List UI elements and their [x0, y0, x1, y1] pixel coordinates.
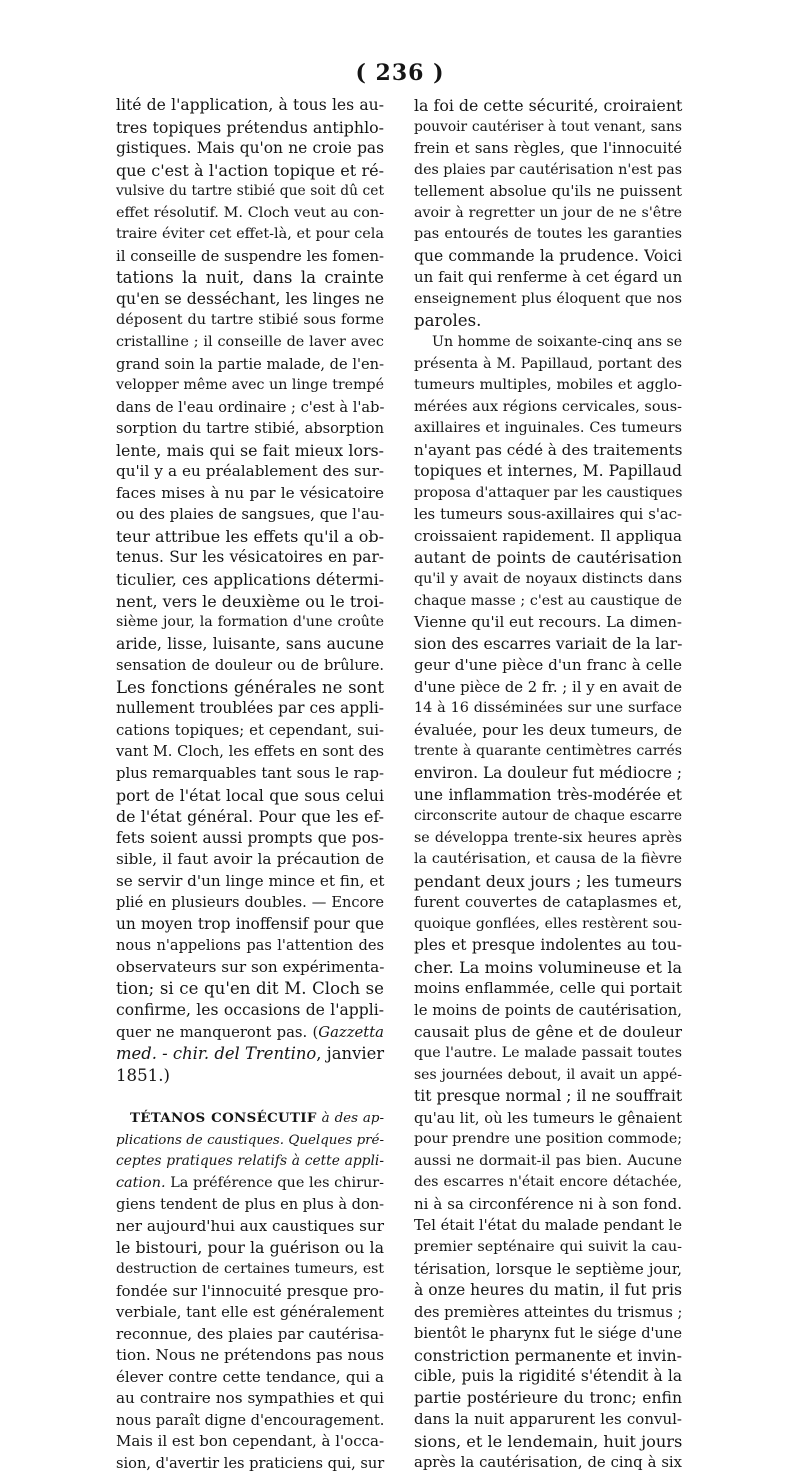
text-line: ou des plaies de sangsues, que l'au-	[116, 506, 385, 524]
text-line: ses journées debout, il avait un appé-	[414, 1066, 682, 1083]
text-line: le bistouri, pour la guérison ou la	[116, 1238, 384, 1258]
text-line: Les fonctions générales ne sont	[116, 677, 384, 697]
text-line: giens tendent de plus en plus à don-	[116, 1196, 385, 1214]
text-line: une inflammation très-modérée et	[414, 785, 682, 804]
text-line: autant de points de cautérisation	[414, 548, 682, 568]
text-line: paroles.	[414, 311, 482, 331]
text-line: Mais il est bon cependant, à l'occa-	[116, 1432, 385, 1451]
text-line: lité de l'application, à tous les au-	[116, 96, 384, 114]
text-line: proposa d'attaquer par les caustiques	[414, 484, 683, 501]
text-line: qu'il y avait de noyaux distincts dans	[414, 571, 682, 588]
text-line: sième jour, la formation d'une croûte	[116, 614, 384, 631]
text-line: un moyen trop inoffensif pour que	[116, 914, 384, 933]
text-line: sensation de douleur ou de brûlure.	[116, 657, 384, 675]
text-line: cible, puis la rigidité s'étendit à la	[414, 1367, 682, 1386]
paragraph-tetanos	[116, 1194, 384, 1474]
text-line: des escarres n'était encore détachée,	[414, 1174, 682, 1191]
text-line: qu'il y a eu préalablement des sur-	[116, 462, 384, 481]
paragraph-continued	[414, 95, 682, 332]
section-gap	[116, 1086, 384, 1108]
text-line: enseignement plus éloquent que nos	[414, 290, 682, 307]
text-line: moins enflammée, celle qui portait	[414, 979, 682, 998]
text-line: axillaires et inguinales. Ces tumeurs	[414, 420, 682, 437]
text-line: lente, mais qui se fait mieux lors-	[116, 440, 384, 460]
text-line: ticulier, ces applications détermi-	[116, 570, 384, 590]
text-line: partie postérieure du tronc; enfin	[414, 1388, 682, 1407]
text-line: plié en plusieurs doubles. — Encore	[116, 894, 384, 912]
text-line: la cautérisation, et causa de la fièvre	[414, 851, 682, 868]
text-line: pendant deux jours ; les tumeurs	[414, 871, 682, 891]
section-heading: TÉTANOS CONSÉCUTIF à des ap-	[130, 1110, 384, 1127]
text-line: observateurs sur son expérimenta-	[116, 957, 385, 976]
text-line: fets soient aussi prompts que pos-	[116, 828, 384, 847]
text-line: fondée sur l'innocuité presque pro-	[116, 1281, 384, 1300]
text-line: geur d'une pièce d'un franc à celle	[414, 656, 682, 675]
text-line: sorption du tartre stibié, absorption	[116, 420, 384, 438]
text-line: faces mises à nu par le vésicatoire	[116, 483, 384, 502]
text-line: topiques et internes, M. Papillaud	[414, 462, 682, 481]
text-line: des plaies par cautérisation n'est pas	[414, 161, 682, 178]
text-line: évaluée, pour les deux tumeurs, de	[414, 720, 682, 739]
text-line: pour prendre une position commode;	[414, 1131, 682, 1148]
text-line: trente à quarante centimètres carrés	[414, 743, 682, 760]
text-line: qu'au lit, où les tumeurs le gênaient	[414, 1109, 682, 1127]
text-line: quoique gonflées, elles restèrent sou-	[414, 915, 682, 932]
text-line: nent, vers le deuxième ou le troi-	[116, 591, 385, 611]
text-line: constriction permanente et invin-	[414, 1345, 682, 1365]
text-line: premier septénaire qui suivit la cau-	[414, 1238, 682, 1255]
text-line: que c'est à l'action topique et ré-	[116, 160, 384, 180]
text-line: tion; si ce qu'en dit M. Cloch se	[116, 979, 384, 999]
text-line: tres topiques prétendus antiphlo-	[116, 117, 384, 137]
text-line: après la cautérisation, de cinq à six	[414, 1454, 682, 1472]
text-line: la foi de cette sécurité, croiraient	[414, 96, 683, 115]
text-line: tations la nuit, dans la crainte	[116, 268, 384, 288]
text-line: aride, lisse, luisante, sans aucune	[116, 634, 384, 653]
paragraph-cloch-continued	[116, 95, 384, 1022]
text-line: cations topiques; et cependant, sui-	[116, 721, 384, 739]
text-line: 1851.)	[116, 1065, 170, 1085]
text-line: dans la nuit apparurent les convul-	[414, 1410, 682, 1429]
text-line: effet résolutif. M. Cloch veut au con-	[116, 204, 384, 221]
text-line: causait plus de gêne et de douleur	[414, 1022, 682, 1041]
text-line: pas entourés de toutes les garanties	[414, 226, 682, 243]
text-line: nullement troublées par ces appli-	[116, 699, 384, 718]
right-column	[414, 95, 682, 1474]
text-line: des premières atteintes du trismus ;	[414, 1303, 683, 1321]
text-line: quer ne manqueront pas. (Gazzetta	[116, 1023, 384, 1041]
text-line: confirme, les occasions de l'appli-	[116, 1000, 384, 1019]
text-line: destruction de certaines tumeurs, est	[116, 1260, 384, 1277]
text-line: que l'autre. Le malade passait toutes	[414, 1045, 682, 1062]
text-line: reconnue, des plaies par cautérisa-	[116, 1324, 384, 1343]
text-line: plus remarquables tant sous le rap-	[116, 764, 384, 782]
text-line: vant M. Cloch, les effets en sont des	[116, 743, 384, 761]
text-line: tion. Nous ne prétendons pas nous	[116, 1346, 384, 1365]
text-line: cher. La moins volumineuse et la	[414, 957, 682, 977]
text-line: environ. La douleur fut médiocre ;	[414, 763, 683, 782]
text-line: vulsive du tartre stibié que soit dû cet	[116, 183, 384, 200]
text-line: il conseille de suspendre les fomen-	[116, 247, 384, 265]
text-line: térisation, lorsque le septième jour,	[414, 1260, 682, 1278]
text-line: croissaient rapidement. Il appliqua	[414, 526, 682, 545]
text-line: circonscrite autour de chaque escarre	[414, 808, 682, 825]
text-line: Tel était l'état du malade pendant le	[414, 1217, 682, 1235]
text-line: dans de l'eau ordinaire ; c'est à l'ab-	[116, 398, 385, 416]
text-line: ples et presque indolentes au tou-	[414, 936, 682, 955]
text-line: plications de caustiques. Quelques pré-	[116, 1132, 384, 1148]
text-line: bientôt le pharynx fut le siége d'une	[414, 1325, 682, 1343]
text-line: teur attribue les effets qu'il a ob-	[116, 526, 384, 546]
text-line: mérées aux régions cervicales, sous-	[414, 398, 682, 415]
text-line: sions, et le lendemain, huit jours	[414, 1431, 683, 1451]
text-line: nous paraît digne d'encouragement.	[116, 1411, 385, 1429]
text-line: un fait qui renferme à cet égard un	[414, 268, 683, 287]
left-column	[116, 95, 384, 1474]
text-line: les tumeurs sous-axillaires qui s'ac-	[414, 506, 682, 524]
text-line: frein et sans règles, que l'innocuité	[414, 140, 682, 158]
text-line: ner aujourd'hui aux caustiques sur	[116, 1216, 385, 1235]
text-line: tellement absolue qu'ils ne puissent	[414, 183, 682, 201]
text-line: le moins de points de cautérisation,	[414, 1001, 682, 1019]
text-line: se développa trente-six heures après	[414, 829, 682, 846]
text-line: 14 à 16 disséminées sur une surface	[414, 700, 682, 717]
text-line: ni à sa circonférence ni à son fond.	[414, 1194, 682, 1213]
text-line: tenus. Sur les vésicatoires en par-	[116, 548, 384, 567]
text-line: pouvoir cautériser à tout venant, sans	[414, 118, 682, 135]
text-line: élever contre cette tendance, qui a	[116, 1367, 384, 1386]
text-line: sion, d'avertir les praticiens qui, sur	[116, 1454, 385, 1472]
text-line: furent couvertes de cataplasmes et,	[414, 894, 682, 912]
text-line: velopper même avec un linge trempé	[116, 377, 384, 394]
text-line: que commande la prudence. Voici	[414, 246, 682, 265]
text-line: se servir d'un linge mince et fin, et	[116, 871, 385, 890]
text-line: qu'en se desséchant, les linges ne	[116, 289, 385, 308]
text-line: verbiale, tant elle est généralement	[116, 1304, 384, 1322]
text-line: port de l'état local que sous celui	[116, 785, 384, 805]
text-line: au contraire nos sympathies et qui	[116, 1389, 384, 1408]
section-subtitle	[116, 1130, 384, 1173]
text-line: à onze heures du matin, il fut pris	[414, 1281, 682, 1300]
text-line: cristalline ; il conseille de laver avec	[116, 334, 384, 351]
text-line: nous n'appelions pas l'attention des	[116, 937, 384, 955]
text-line: avoir à regretter un jour de ne s'être	[414, 204, 682, 221]
text-line: sion des escarres variait de la lar-	[414, 634, 683, 653]
text-line: med. - chir. del Trentino, janvier	[116, 1044, 385, 1064]
paragraph-papillaud-case	[414, 332, 682, 1474]
text-line: traire éviter cet effet-là, et pour cela	[116, 226, 384, 243]
text-line: chaque masse ; c'est au caustique de	[414, 592, 682, 609]
text-line: tit presque normal ; il ne souffrait	[414, 1087, 683, 1106]
text-line: Vienne qu'il eut recours. La dimen-	[414, 613, 682, 632]
text-line: gistiques. Mais qu'on ne croie pas	[116, 139, 384, 158]
text-line: de l'état général. Pour que les ef-	[116, 807, 384, 827]
text-line: Un homme de soixante-cinq ans se	[432, 334, 683, 351]
text-line: aussi ne dormait-il pas bien. Aucune	[414, 1152, 682, 1169]
text-line: n'ayant pas cédé à des traitements	[414, 440, 683, 459]
page-number: ( 236 )	[355, 60, 445, 86]
text-line: déposent du tartre stibié sous forme	[116, 312, 384, 329]
text-line: d'une pièce de 2 fr. ; il y en avait de	[414, 678, 682, 696]
text-line: tumeurs multiples, mobiles et agglo-	[414, 377, 682, 394]
text-line: grand soin la partie malade, de l'en-	[116, 355, 384, 373]
text-line: ceptes pratiques relatifs à cette appli-	[116, 1153, 384, 1170]
text-line: présenta à M. Papillaud, portant des	[414, 355, 682, 372]
text-line: cation. La préférence que les chirur-	[116, 1174, 384, 1191]
text-line: sible, il faut avoir la précaution de	[116, 850, 384, 869]
